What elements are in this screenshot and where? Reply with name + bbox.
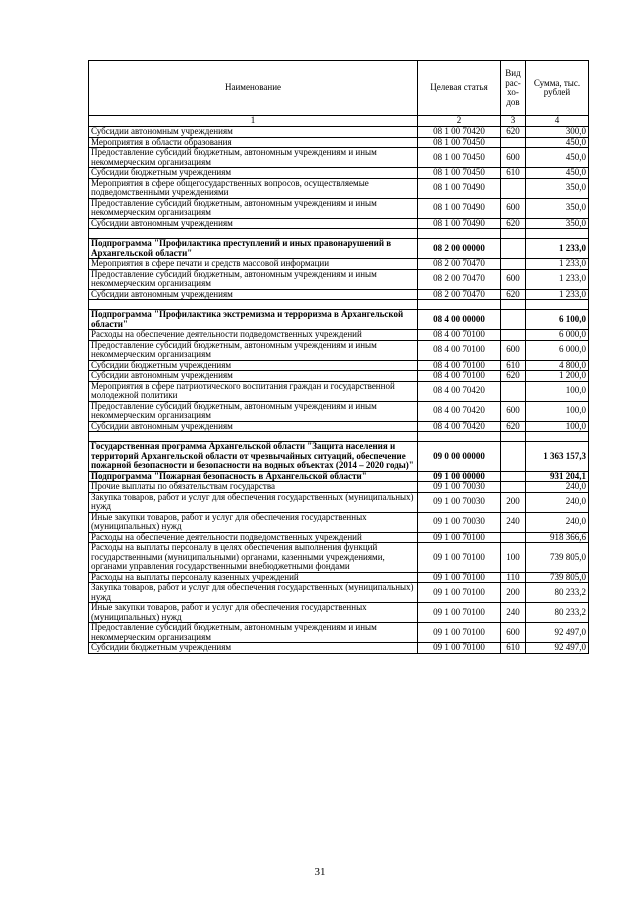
page-number: 31: [314, 866, 326, 878]
row-code: 08 1 00 70490: [418, 198, 501, 218]
row-name: Расходы на выплаты персоналу в целях обеспечения выполнения функций государственными (муниципальными) органами, казенными учреждениями, органами управления государственными внебюджетными фондами: [89, 543, 418, 573]
row-name: Предоставление субсидий бюджетным, автономным учреждениям и иным некоммерческим организациям: [89, 148, 418, 168]
row-code: 08 1 00 70490: [418, 178, 501, 198]
table-row: [89, 137, 589, 148]
row-code: 08 1 00 70450: [418, 168, 501, 179]
row-sum: 240,0: [526, 512, 589, 532]
row-name: Подпрограмма "Пожарная безопасность в Архангельской области": [89, 471, 418, 482]
table-row: [89, 401, 589, 421]
row-sum: 100,0: [526, 381, 589, 401]
empty-cell: [526, 300, 589, 310]
row-code: 09 0 00 00000: [418, 442, 501, 472]
row-name: Иные закупки товаров, работ и услуг для обеспечения государственных (муниципальных) нужд: [89, 603, 418, 623]
row-vid: [501, 471, 526, 482]
row-sum: 350,0: [526, 218, 589, 229]
row-code: 09 1 00 70100: [418, 543, 501, 573]
row-sum: 4 800,0: [526, 360, 589, 371]
row-vid: 620: [501, 371, 526, 382]
table-row: [89, 218, 589, 229]
column-number-row: [89, 116, 589, 127]
row-vid: [501, 239, 526, 259]
table-row: [89, 127, 589, 138]
col-number: 3: [501, 116, 526, 127]
row-sum: 92 497,0: [526, 623, 589, 643]
row-code: 08 4 00 70100: [418, 340, 501, 360]
row-sum: 350,0: [526, 198, 589, 218]
table-row: [89, 168, 589, 179]
row-vid: 240: [501, 603, 526, 623]
table-row: [89, 178, 589, 198]
row-name: Закупка товаров, работ и услуг для обеспечения государственных (муниципальных) нужд: [89, 583, 418, 603]
row-name: Субсидии автономным учреждениям: [89, 421, 418, 432]
row-name: Мероприятия в сфере патриотического воспитания граждан и государственной молодежной политики: [89, 381, 418, 401]
table-body: [89, 127, 589, 654]
row-vid: [501, 178, 526, 198]
table-row: [89, 492, 589, 512]
table-row: [89, 330, 589, 341]
empty-cell: [418, 432, 501, 442]
row-sum: 1 233,0: [526, 269, 589, 289]
row-name: Субсидии автономным учреждениям: [89, 127, 418, 138]
table-row: [89, 603, 589, 623]
table-header-row: [89, 61, 589, 116]
row-sum: 1 200,0: [526, 371, 589, 382]
row-code: 08 4 00 70100: [418, 371, 501, 382]
row-name: Субсидии бюджетным учреждениям: [89, 168, 418, 179]
row-name: Предоставление субсидий бюджетным, автономным учреждениям и иным некоммерческим организациям: [89, 340, 418, 360]
row-vid: [501, 381, 526, 401]
row-sum: 1 363 157,3: [526, 442, 589, 472]
row-code: 09 1 00 70100: [418, 643, 501, 654]
row-vid: 620: [501, 421, 526, 432]
row-sum: 6 100,0: [526, 310, 589, 330]
empty-cell: [526, 432, 589, 442]
table-row: [89, 360, 589, 371]
empty-cell: [89, 229, 418, 239]
row-name: Субсидии бюджетным учреждениям: [89, 360, 418, 371]
spacer-row: [89, 300, 589, 310]
row-vid: [501, 442, 526, 472]
table-row: [89, 340, 589, 360]
program-row: [89, 310, 589, 330]
row-code: 09 1 00 70100: [418, 623, 501, 643]
row-vid: 610: [501, 643, 526, 654]
row-sum: 300,0: [526, 127, 589, 138]
row-sum: 1 233,0: [526, 259, 589, 270]
table-row: [89, 643, 589, 654]
row-vid: [501, 330, 526, 341]
table-row: [89, 583, 589, 603]
row-sum: 1 233,0: [526, 239, 589, 259]
row-vid: 240: [501, 512, 526, 532]
row-name: Расходы на выплаты персоналу казенных учреждений: [89, 572, 418, 583]
row-sum: 739 805,0: [526, 543, 589, 573]
row-vid: 200: [501, 583, 526, 603]
row-code: 08 4 00 70100: [418, 360, 501, 371]
row-code: 09 1 00 70100: [418, 603, 501, 623]
row-code: 08 2 00 70470: [418, 269, 501, 289]
row-sum: 240,0: [526, 492, 589, 512]
row-vid: [501, 137, 526, 148]
spacer-row: [89, 432, 589, 442]
row-code: 09 1 00 70030: [418, 482, 501, 493]
row-vid: 200: [501, 492, 526, 512]
row-name: Закупка товаров, работ и услуг для обеспечения государственных (муниципальных) нужд: [89, 492, 418, 512]
row-code: 09 1 00 70100: [418, 572, 501, 583]
row-name: Подпрограмма "Профилактика экстремизма и терроризма в Архангельской области": [89, 310, 418, 330]
row-vid: 600: [501, 269, 526, 289]
program-row: [89, 239, 589, 259]
table-row: [89, 269, 589, 289]
row-code: 08 1 00 70450: [418, 148, 501, 168]
row-sum: 100,0: [526, 401, 589, 421]
row-vid: [501, 532, 526, 543]
row-code: 08 1 00 70490: [418, 218, 501, 229]
spacer-row: [89, 229, 589, 239]
row-sum: 92 497,0: [526, 643, 589, 654]
row-sum: 100,0: [526, 421, 589, 432]
row-name: Расходы на обеспечение деятельности подведомственных учреждений: [89, 532, 418, 543]
row-name: Субсидии автономным учреждениям: [89, 289, 418, 300]
row-code: 08 4 00 00000: [418, 310, 501, 330]
row-sum: 931 204,1: [526, 471, 589, 482]
row-vid: 600: [501, 401, 526, 421]
empty-cell: [501, 229, 526, 239]
row-sum: 918 366,6: [526, 532, 589, 543]
table-row: [89, 259, 589, 270]
row-code: 08 2 00 70470: [418, 289, 501, 300]
table-row: [89, 421, 589, 432]
row-name: Иные закупки товаров, работ и услуг для обеспечения государственных (муниципальных) нужд: [89, 512, 418, 532]
row-code: 08 2 00 00000: [418, 239, 501, 259]
row-sum: 80 233,2: [526, 583, 589, 603]
row-code: 08 4 00 70420: [418, 401, 501, 421]
row-code: 08 4 00 70420: [418, 381, 501, 401]
col-number: 4: [526, 116, 589, 127]
table-row: [89, 371, 589, 382]
budget-table: [88, 60, 589, 654]
row-name: Предоставление субсидий бюджетным, автономным учреждениям и иным некоммерческим организациям: [89, 401, 418, 421]
row-sum: 240,0: [526, 482, 589, 493]
row-name: Предоставление субсидий бюджетным, автономным учреждениям и иным некоммерческим организациям: [89, 623, 418, 643]
row-code: 09 1 00 00000: [418, 471, 501, 482]
col-number: 1: [89, 116, 418, 127]
row-sum: 1 233,0: [526, 289, 589, 300]
row-code: 08 1 00 70420: [418, 127, 501, 138]
table-row: [89, 198, 589, 218]
program-row: [89, 471, 589, 482]
row-vid: 110: [501, 572, 526, 583]
row-vid: 610: [501, 360, 526, 371]
row-vid: [501, 482, 526, 493]
row-name: Мероприятия в области образования: [89, 137, 418, 148]
row-sum: 6 000,0: [526, 330, 589, 341]
row-name: Субсидии автономным учреждениям: [89, 371, 418, 382]
row-sum: 6 000,0: [526, 340, 589, 360]
table-row: [89, 543, 589, 573]
row-name: Субсидии бюджетным учреждениям: [89, 643, 418, 654]
row-name: Мероприятия в сфере общегосударственных вопросов, осуществляемые подведомственными учреждениями: [89, 178, 418, 198]
row-code: 08 4 00 70100: [418, 330, 501, 341]
row-sum: 450,0: [526, 168, 589, 179]
row-code: 08 2 00 70470: [418, 259, 501, 270]
row-vid: [501, 310, 526, 330]
row-code: 09 1 00 70100: [418, 532, 501, 543]
row-sum: 80 233,2: [526, 603, 589, 623]
row-vid: 600: [501, 148, 526, 168]
table-row: [89, 381, 589, 401]
row-name: Субсидии автономным учреждениям: [89, 218, 418, 229]
row-sum: 739 805,0: [526, 572, 589, 583]
row-name: Прочие выплаты по обязательствам государства: [89, 482, 418, 493]
header-vid: Вид рас- хо- дов: [501, 61, 526, 116]
table-row: [89, 148, 589, 168]
empty-cell: [526, 229, 589, 239]
empty-cell: [501, 300, 526, 310]
empty-cell: [89, 300, 418, 310]
empty-cell: [501, 432, 526, 442]
header-name: Наименование: [89, 61, 418, 116]
row-vid: 620: [501, 289, 526, 300]
row-name: Государственная программа Архангельской области "Защита населения и территорий Архангельской области от чрезвычайных ситуаций, обеспечение пожарной безопасности и безопасности на водных объектах (2014 – 2020 годы)": [89, 442, 418, 472]
row-vid: [501, 259, 526, 270]
header-code: Целевая статья: [418, 61, 501, 116]
row-vid: 600: [501, 623, 526, 643]
row-sum: 450,0: [526, 148, 589, 168]
table-row: [89, 289, 589, 300]
row-vid: 600: [501, 198, 526, 218]
row-sum: 350,0: [526, 178, 589, 198]
empty-cell: [418, 300, 501, 310]
header-sum: Сумма, тыс. рублей: [526, 61, 589, 116]
table-row: [89, 532, 589, 543]
table-row: [89, 623, 589, 643]
col-number: 2: [418, 116, 501, 127]
table-row: [89, 572, 589, 583]
table-row: [89, 512, 589, 532]
table-row: [89, 482, 589, 493]
row-code: 08 1 00 70450: [418, 137, 501, 148]
row-name: Расходы на обеспечение деятельности подведомственных учреждений: [89, 330, 418, 341]
empty-cell: [418, 229, 501, 239]
row-vid: 620: [501, 218, 526, 229]
row-name: Мероприятия в сфере печати и средств массовой информации: [89, 259, 418, 270]
row-vid: 600: [501, 340, 526, 360]
row-code: 09 1 00 70030: [418, 512, 501, 532]
row-name: Предоставление субсидий бюджетным, автономным учреждениям и иным некоммерческим организациям: [89, 269, 418, 289]
program-row: [89, 442, 589, 472]
empty-cell: [89, 432, 418, 442]
row-sum: 450,0: [526, 137, 589, 148]
row-name: Подпрограмма "Профилактика преступлений и иных правонарушений в Архангельской области": [89, 239, 418, 259]
row-vid: 610: [501, 168, 526, 179]
row-name: Предоставление субсидий бюджетным, автономным учреждениям и иным некоммерческим организациям: [89, 198, 418, 218]
row-code: 08 4 00 70420: [418, 421, 501, 432]
row-vid: 620: [501, 127, 526, 138]
row-vid: 100: [501, 543, 526, 573]
row-code: 09 1 00 70100: [418, 583, 501, 603]
row-code: 09 1 00 70030: [418, 492, 501, 512]
